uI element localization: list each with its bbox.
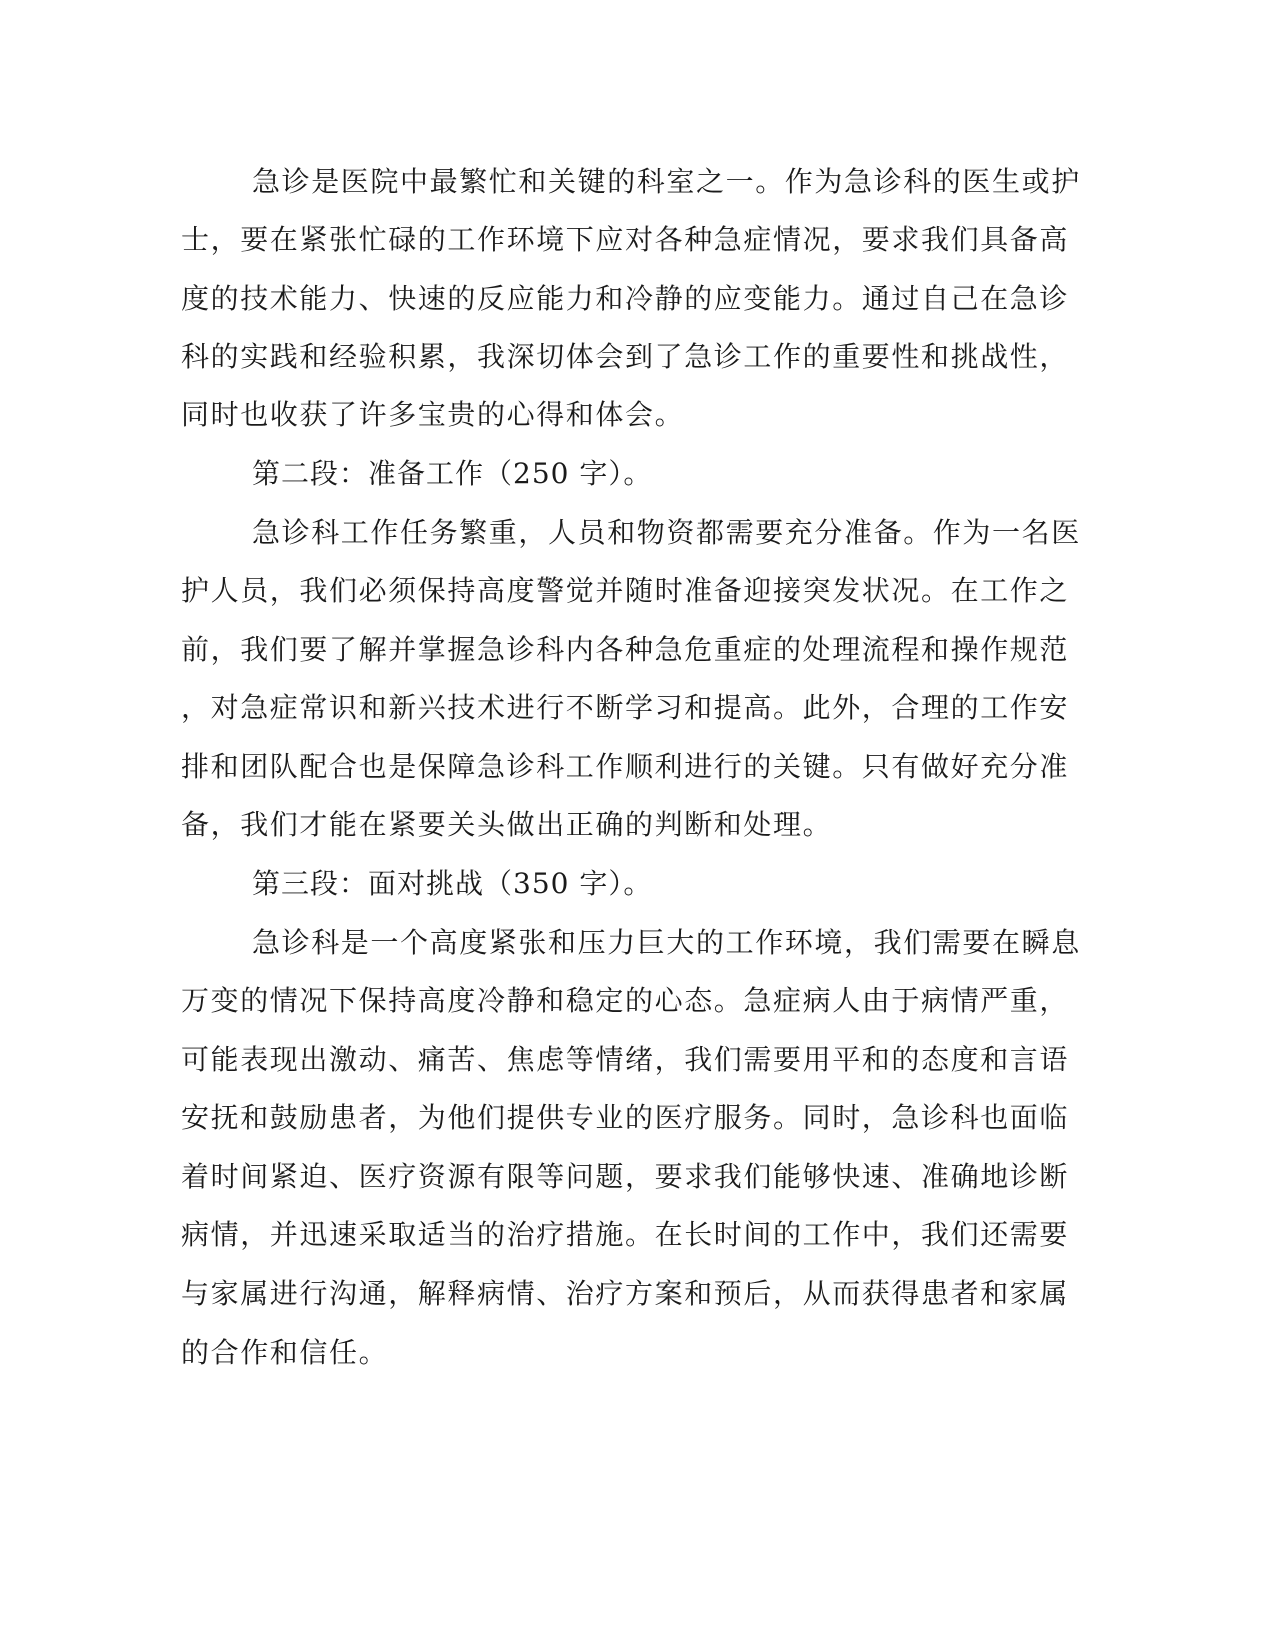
paragraph-2-line-5: 排和团队配合也是保障急诊科工作顺利进行的关键。只有做好充分准 bbox=[181, 750, 1070, 783]
paragraph-1-line-1: 急诊是医院中最繁忙和关键的科室之一。作为急诊科的医生或护 bbox=[252, 165, 1081, 198]
paragraph-2-line-6: 备，我们才能在紧要关头做出正确的判断和处理。 bbox=[181, 808, 833, 841]
paragraph-3-line-6: 病情，并迅速采取适当的治疗措施。在长时间的工作中，我们还需要 bbox=[181, 1218, 1070, 1251]
paragraph-1-line-5: 同时也收获了许多宝贵的心得和体会。 bbox=[181, 398, 685, 431]
paragraph-3-line-2: 万变的情况下保持高度冷静和稳定的心态。急症病人由于病情严重， bbox=[181, 984, 1070, 1017]
paragraph-2-line-2: 护人员，我们必须保持高度警觉并随时准备迎接突发状况。在工作之 bbox=[181, 574, 1070, 607]
paragraph-3-line-3: 可能表现出激动、痛苦、焦虑等情绪，我们需要用平和的态度和言语 bbox=[181, 1043, 1070, 1076]
paragraph-1-line-4: 科的实践和经验积累，我深切体会到了急诊工作的重要性和挑战性， bbox=[181, 340, 1070, 373]
paragraph-2-line-1: 急诊科工作任务繁重，人员和物资都需要充分准备。作为一名医 bbox=[252, 516, 1081, 549]
paragraph-1-line-2: 士，要在紧张忙碌的工作环境下应对各种急症情况，要求我们具备高 bbox=[181, 223, 1070, 256]
paragraph-3-line-5: 着时间紧迫、医疗资源有限等问题，要求我们能够快速、准确地诊断 bbox=[181, 1160, 1070, 1193]
section-heading-3: 第三段：面对挑战（350 字）。 bbox=[252, 867, 653, 900]
paragraph-3-line-7: 与家属进行沟通，解释病情、治疗方案和预后，从而获得患者和家属 bbox=[181, 1277, 1070, 1310]
paragraph-2-line-3: 前，我们要了解并掌握急诊科内各种急危重症的处理流程和操作规范 bbox=[181, 633, 1070, 666]
paragraph-3-line-4: 安抚和鼓励患者，为他们提供专业的医疗服务。同时，急诊科也面临 bbox=[181, 1101, 1070, 1134]
paragraph-1-line-3: 度的技术能力、快速的反应能力和冷静的应变能力。通过自己在急诊 bbox=[181, 282, 1070, 315]
paragraph-3-line-1: 急诊科是一个高度紧张和压力巨大的工作环境，我们需要在瞬息 bbox=[252, 926, 1081, 959]
paragraph-3-line-8: 的合作和信任。 bbox=[181, 1336, 389, 1369]
paragraph-2-line-4: ，对急症常识和新兴技术进行不断学习和提高。此外，合理的工作安 bbox=[181, 691, 1070, 724]
section-heading-2: 第二段：准备工作（250 字）。 bbox=[252, 457, 653, 490]
